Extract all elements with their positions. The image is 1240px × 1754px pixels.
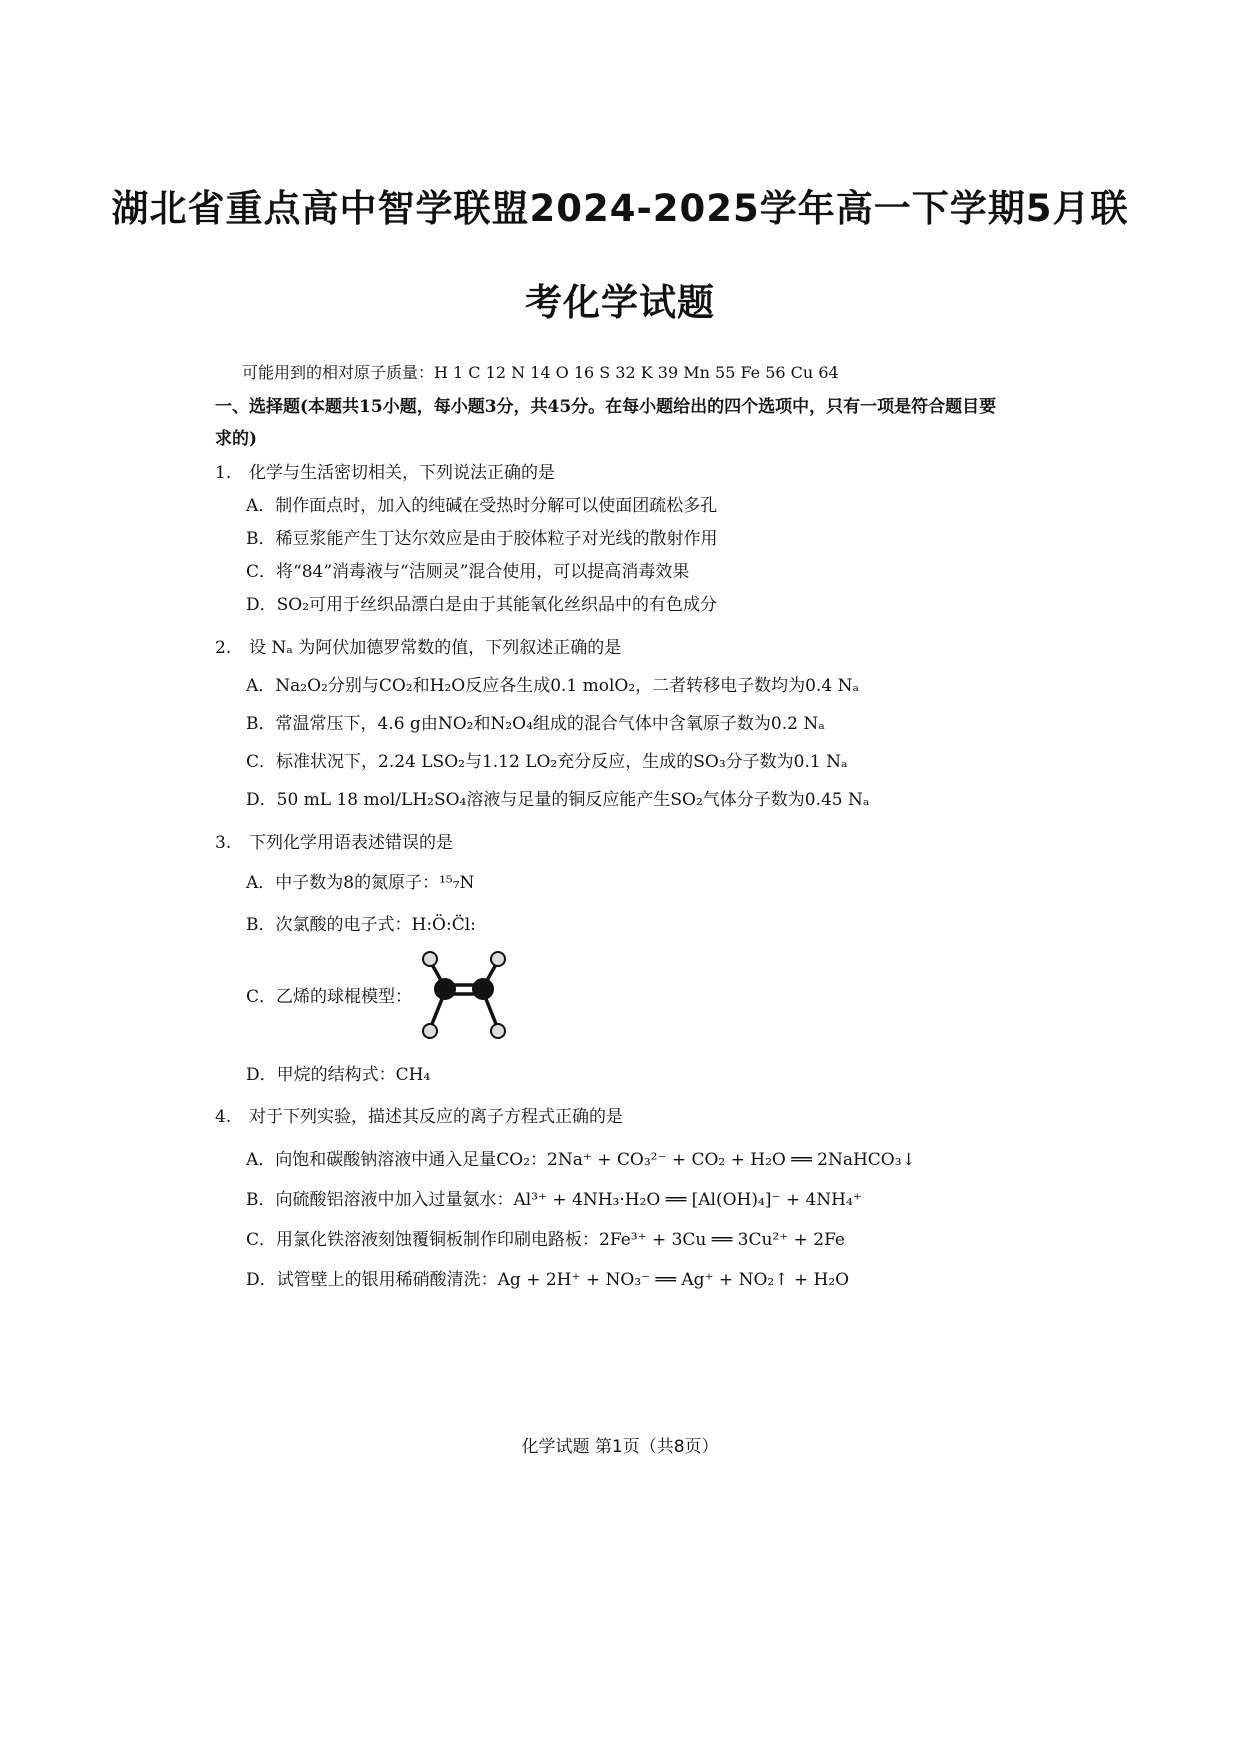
question-2-option-a: A．Na₂O₂分别与CO₂和H₂O反应各生成0.1 molO₂，二者转移电子数均为0.4 Nₐ xyxy=(246,676,860,696)
exam-title-line-1: 湖北省重点高中智学联盟2024-2025学年高一下学期5月联 xyxy=(111,187,1129,230)
atomic-masses: 可能用到的相对原子质量：H 1 C 12 N 14 O 16 S 32 K 39 Mn 55 Fe 56 Cu 64 xyxy=(242,363,839,382)
question-text: 对于下列实验，描述其反应的离子方程式正确的是 xyxy=(249,1107,623,1127)
question-1-option-b: B．稀豆浆能产生丁达尔效应是由于胶体粒子对光线的散射作用 xyxy=(246,529,718,549)
option-c-label: C．乙烯的球棍模型： xyxy=(246,987,413,1007)
question-4-option-d: D．试管壁上的银用稀硝酸清洗：Ag + 2H⁺ + NO₃⁻ ══ Ag⁺ + NO₂↑ + H₂O xyxy=(246,1270,850,1290)
exam-title-line-2: 考化学试题 xyxy=(525,281,715,324)
question-3-option-a: A．中子数为8的氮原子：¹⁵₇N xyxy=(246,873,475,893)
ethylene-ball-and-stick-model xyxy=(414,947,514,1057)
question-text: 化学与生活密切相关，下列说法正确的是 xyxy=(249,463,555,483)
question-number: 3. xyxy=(215,833,232,853)
question-1-option-a: A．制作面点时，加入的纯碱在受热时分解可以使面团疏松多孔 xyxy=(246,496,718,516)
question-3-option-c xyxy=(246,947,646,1057)
question-3-stem xyxy=(215,828,453,853)
question-text: 设 Nₐ 为阿伏加德罗常数的值，下列叙述正确的是 xyxy=(249,638,622,658)
question-3-option-b: B．次氯酸的电子式：H:Ö:C̈l: xyxy=(246,915,476,935)
section-heading: 一、选择题(本题共15小题，每小题3分，共45分。在每小题给出的四个选项中，只有一项是符合题目要 xyxy=(215,397,997,417)
section-heading-continued: 求的) xyxy=(215,429,258,449)
question-4-option-a: A．向饱和碳酸钠溶液中通入足量CO₂：2Na⁺ + CO₃²⁻ + CO₂ + H₂O ══ 2NaHCO₃↓ xyxy=(246,1150,916,1170)
question-text: 下列化学用语表述错误的是 xyxy=(249,833,453,853)
question-1-option-c: C．将“84”消毒液与“洁厕灵”混合使用，可以提高消毒效果 xyxy=(246,562,690,582)
question-4-stem xyxy=(215,1102,623,1127)
question-number: 4. xyxy=(215,1107,232,1127)
question-1-option-d: D．SO₂可用于丝织品漂白是由于其能氧化丝织品中的有色成分 xyxy=(246,595,718,615)
question-4-option-b: B．向硫酸铝溶液中加入过量氨水：Al³⁺ + 4NH₃·H₂O ══ [Al(OH)₄]⁻ + 4NH₄⁺ xyxy=(246,1190,862,1210)
question-2-option-c: C．标准状况下，2.24 LSO₂与1.12 LO₂充分反应，生成的SO₃分子数为0.1 Nₐ xyxy=(246,752,848,772)
question-3-option-d: D．甲烷的结构式：CH₄ xyxy=(246,1065,431,1085)
question-1-stem xyxy=(215,458,555,483)
question-2-option-b: B．常温常压下，4.6 g由NO₂和N₂O₄组成的混合气体中含氧原子数为0.2 Nₐ xyxy=(246,714,825,734)
question-2-option-d: D．50 mL 18 mol/LH₂SO₄溶液与足量的铜反应能产生SO₂气体分子数为0.45 Nₐ xyxy=(246,790,870,810)
question-2-stem xyxy=(215,633,621,658)
page-footer: 化学试题 第1页（共8页） xyxy=(521,1437,719,1457)
question-number: 2. xyxy=(215,638,232,658)
question-number: 1. xyxy=(215,463,232,483)
question-4-option-c: C．用氯化铁溶液刻蚀覆铜板制作印刷电路板：2Fe³⁺ + 3Cu ══ 3Cu²⁺ + 2Fe xyxy=(246,1230,845,1250)
